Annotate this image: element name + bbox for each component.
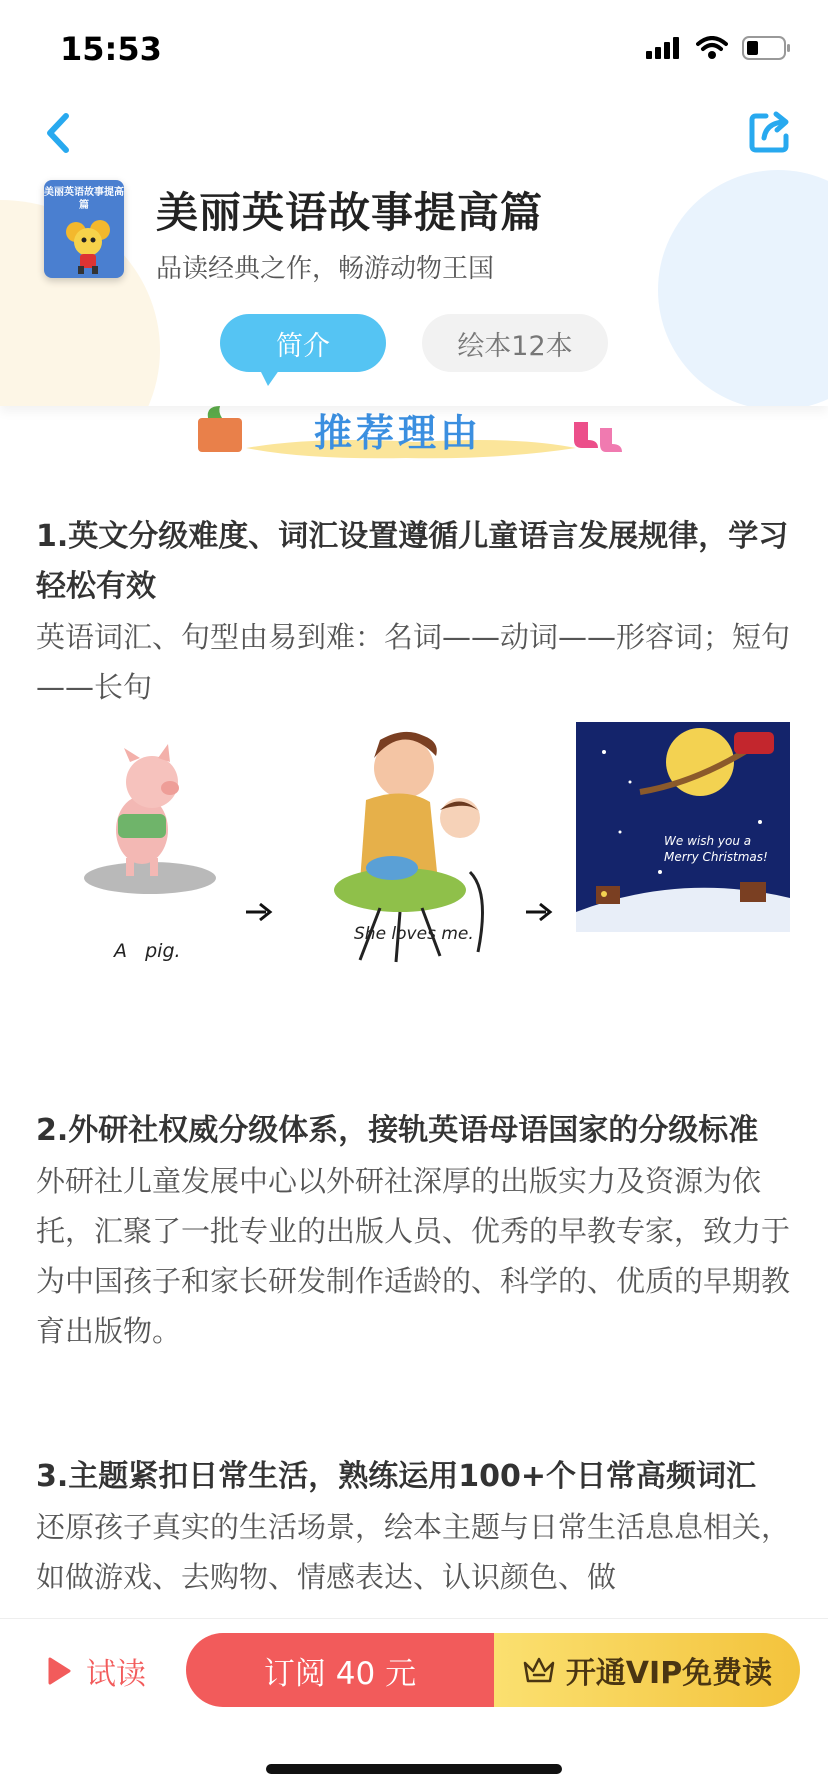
tab-intro[interactable]: 简介 <box>220 314 386 372</box>
reason-heading-1: 1.英文分级难度、词汇设置遵循儿童语言发展规律，学习轻松有效 <box>36 519 789 604</box>
tab-intro-pointer <box>258 366 282 386</box>
wifi-icon <box>696 36 728 60</box>
reason-heading-3: 3.主题紧扣日常生活，熟练运用100+个日常高频词汇 <box>36 1459 757 1494</box>
recommend-title: 推荐理由 <box>314 411 483 455</box>
home-indicator[interactable] <box>266 1764 562 1774</box>
book-cover <box>44 180 124 278</box>
signal-icon <box>646 37 682 59</box>
bottom-action-bar <box>0 1618 828 1723</box>
status-icons <box>646 36 792 60</box>
caption-pig: A pig. <box>114 940 181 962</box>
reason-section-2 <box>36 1106 792 1356</box>
caption-christmas: Merry Christmas! <box>664 850 768 864</box>
status-time: 15:53 <box>60 30 162 68</box>
battery-icon <box>742 36 792 60</box>
caption-wish: We wish you a <box>664 834 752 848</box>
play-icon <box>46 1656 72 1686</box>
level-progression-illustration <box>0 722 828 1082</box>
reason-body-2: 外研社儿童发展中心以外研社深厚的出版实力及资源为依托，汇聚了一批专业的出版人员、优秀的早教专家，致力于为中国孩子和家长研发制作适龄的、科学的、优质的早期教育出版物。 <box>36 1164 791 1348</box>
cover-mouse-illustration <box>44 180 124 278</box>
book-title: 美丽英语故事提高篇 <box>156 188 544 237</box>
back-icon[interactable] <box>34 108 84 158</box>
trial-read-button[interactable] <box>46 1649 146 1693</box>
illustration-graphics <box>0 722 828 1082</box>
book-subtitle: 品读经典之作，畅游动物王国 <box>156 254 495 284</box>
decor-blob-right <box>658 170 828 406</box>
reason-body-1: 英语词汇、句型由易到难：名词——动词——形容词；短句——长句 <box>36 620 791 704</box>
vip-free-read-button[interactable] <box>494 1633 800 1707</box>
caption-she-loves-me: She loves me. <box>354 924 474 944</box>
reason-section-1 <box>36 512 792 712</box>
reason-body-3: 还原孩子真实的生活场景，绘本主题与日常生活息息相关，如做游戏、去购物、情感表达、认识颜色、做 <box>36 1510 791 1594</box>
intro-content[interactable] <box>0 406 828 1618</box>
status-bar <box>0 0 828 96</box>
cover-title: 美丽英语故事提高篇 <box>44 187 124 211</box>
reason-heading-2: 2.外研社权威分级体系，接轨英语母语国家的分级标准 <box>36 1113 759 1148</box>
tab-picture-books[interactable]: 绘本12本 <box>422 314 608 372</box>
subscribe-button[interactable]: 订阅 40 元 <box>186 1633 494 1707</box>
crown-icon <box>522 1655 556 1685</box>
share-icon[interactable] <box>746 108 794 156</box>
vip-label: 开通VIP免费读 <box>565 1656 773 1691</box>
reason-section-3 <box>36 1452 792 1602</box>
trial-read-label: 试读 <box>86 1657 146 1692</box>
